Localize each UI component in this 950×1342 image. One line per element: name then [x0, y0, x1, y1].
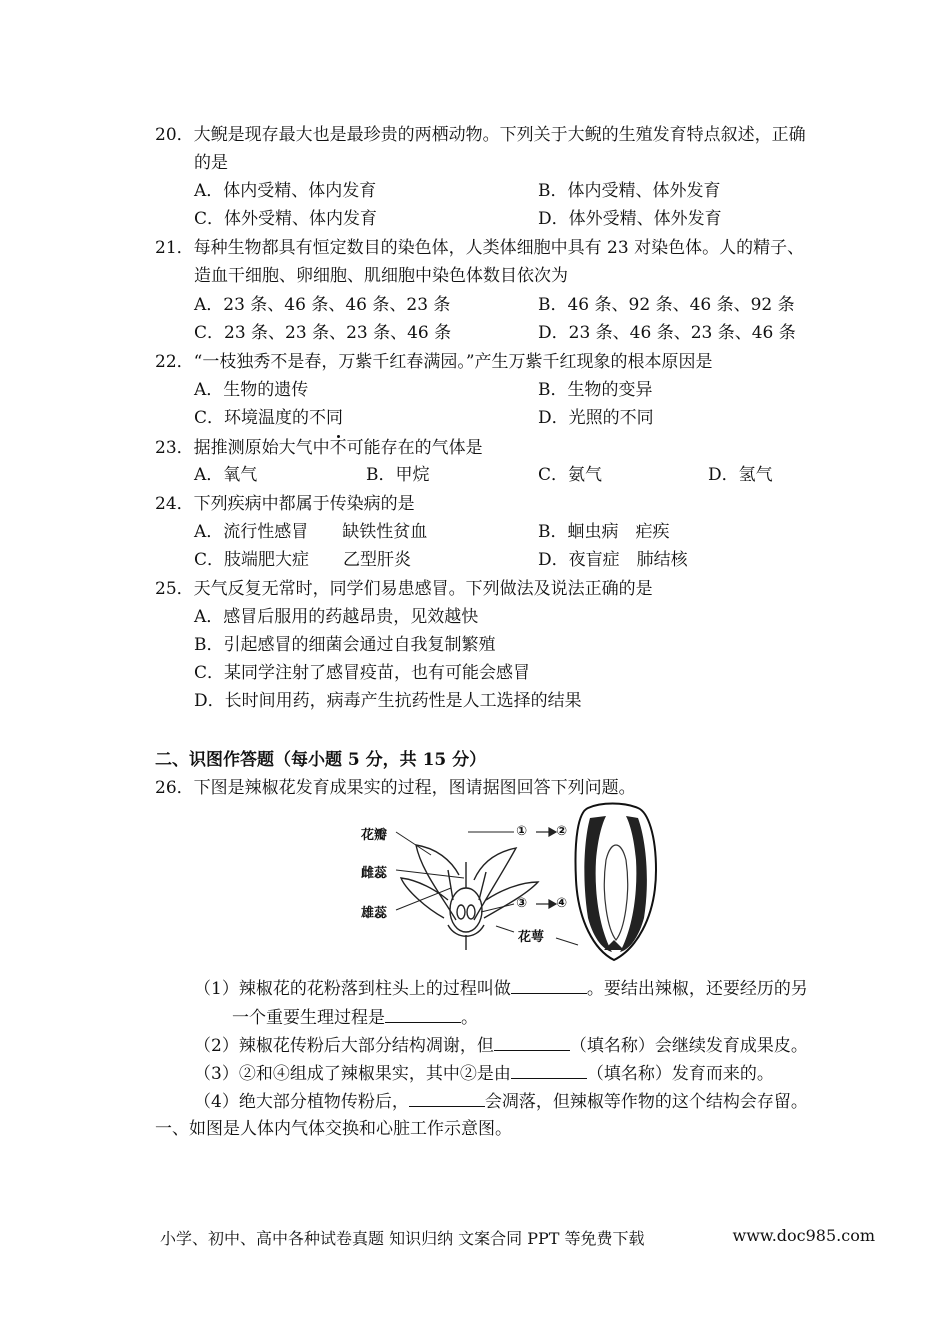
q26-sub1-line2	[232, 1004, 478, 1030]
q26-sub2-a: （2）辣椒花传粉后大部分结构凋谢，但	[194, 1036, 494, 1056]
q26-sub1-b: 。要结出辣椒，还要经历的另	[586, 979, 808, 999]
q25-stem: 25．天气反复无常时，同学们易患感冒。下列做法及说法正确的是	[155, 579, 653, 599]
pepper-flower-fruit-figure	[356, 800, 666, 965]
label-1: ①	[516, 824, 528, 839]
q24-option-b: B．蛔虫病 疟疾	[538, 522, 670, 542]
q23-option-c: C．氨气	[538, 465, 603, 485]
q22-option-d: D．光照的不同	[538, 408, 654, 428]
section2-title: 二、识图作答题（每小题 5 分，共 15 分）	[155, 750, 487, 770]
q24-option-a: A．流行性感冒 缺铁性贫血	[194, 522, 428, 542]
leader-petal	[396, 832, 431, 855]
q25-option-c: C．某同学注射了感冒疫苗，也有可能会感冒	[194, 663, 531, 683]
stamen-left-shape	[448, 870, 453, 900]
q23-option-d: D．氢气	[708, 465, 773, 485]
petal-outer-left-shape	[401, 878, 448, 918]
q24-stem: 24．下列疾病中都属于传染病的是	[155, 494, 415, 514]
petal-left-shape	[416, 845, 459, 920]
label-petal: 花瓣	[361, 828, 388, 843]
q26-blank-3[interactable]	[494, 1032, 570, 1051]
label-calyx: 花萼	[518, 930, 545, 945]
q21-option-a: A．23 条、46 条、46 条、23 条	[194, 295, 451, 315]
q20-option-a: A．体内受精、体内发育	[194, 181, 377, 201]
q22-option-a: A．生物的遗传	[194, 380, 309, 400]
q25-option-b: B．引起感冒的细菌会通过自我复制繁殖	[194, 635, 496, 655]
label-3: ③	[516, 896, 528, 911]
q23-emphasis-word: 不	[329, 438, 347, 458]
q26-sub1-c: 一个重要生理过程是	[232, 1008, 385, 1028]
ovary-shape	[450, 888, 482, 932]
leader-pistil	[396, 870, 464, 878]
petal-outer-right-shape	[484, 882, 538, 918]
label-pistil: 雌蕊	[361, 866, 388, 881]
q26-sub4	[194, 1088, 808, 1114]
q26-sub1-line1	[194, 975, 808, 1001]
q26-sub2-b: （填名称）会继续发育成果皮。	[569, 1036, 808, 1056]
q26-sub1-a: （1）辣椒花的花粉落到柱头上的过程叫做	[194, 979, 511, 999]
q25-option-a: A．感冒后服用的药越昂贵，见效越快	[194, 607, 479, 627]
q20-option-d: D．体外受精、体外发育	[538, 209, 722, 229]
q26-blank-5[interactable]	[409, 1088, 485, 1107]
q26-sub1-d: 。	[461, 1008, 478, 1028]
leader-calyx	[496, 926, 514, 932]
q23-stem	[155, 436, 483, 460]
q23-stem-post: 可能存在的气体是	[346, 438, 483, 458]
flower-fruit-diagram	[356, 800, 666, 965]
q22-option-b: B．生物的变异	[538, 380, 653, 400]
q26-sub3-a: （3）②和④组成了辣椒果实，其中②是由	[194, 1064, 511, 1084]
q21-stem-line2: 造血干细胞、卵细胞、肌细胞中染色体数目依次为	[194, 266, 568, 286]
petal-right-shape	[474, 848, 516, 920]
q22-option-c: C．环境温度的不同	[194, 408, 344, 428]
q26-blank-2[interactable]	[385, 1004, 461, 1023]
q24-option-d: D．夜盲症 肺结核	[538, 550, 688, 570]
q25-option-d: D．长时间用药，病毒产生抗药性是人工选择的结果	[194, 691, 582, 711]
q22-stem: 22．“一枝独秀不是春，万紫千红春满园。”产生万紫千红现象的根本原因是	[155, 352, 713, 372]
pepper-fruit-shape	[576, 804, 657, 961]
q23-option-b: B．甲烷	[366, 465, 430, 485]
q23-option-a: A．氧气	[194, 465, 258, 485]
calyx-shape	[448, 925, 484, 936]
q21-option-b: B．46 条、92 条、46 条、92 条	[538, 295, 795, 315]
next-question-intro: 一、如图是人体内气体交换和心脏工作示意图。	[155, 1119, 512, 1139]
q26-sub3-b: （填名称）发育而来的。	[586, 1064, 774, 1084]
ovule-left	[457, 905, 465, 919]
q20-option-c: C．体外受精、体内发育	[194, 209, 378, 229]
q26-blank-4[interactable]	[511, 1060, 587, 1079]
footer-website[interactable]: www.doc985.com	[732, 1226, 875, 1245]
q21-option-d: D．23 条、46 条、23 条、46 条	[538, 323, 796, 343]
q23-stem-pre: 23．据推测原始大气中	[155, 438, 330, 458]
footer-left-text: 小学、初中、高中各种试卷真题 知识归纳 文案合同 PPT 等免费下载	[160, 1229, 645, 1248]
label-stamen: 雄蕊	[361, 906, 388, 921]
label-4: ④	[556, 896, 568, 911]
q24-option-c: C．肢端肥大症 乙型肝炎	[194, 550, 412, 570]
q26-sub4-b: 会凋落，但辣椒等作物的这个结构会存留。	[484, 1092, 808, 1112]
q20-stem-line1: 20．大鲵是现存最大也是最珍贵的两栖动物。下列关于大鲵的生殖发育特点叙述，正确	[155, 125, 806, 145]
q21-option-c: C．23 条、23 条、23 条、46 条	[194, 323, 452, 343]
q26-sub3	[194, 1060, 774, 1086]
label-2: ②	[556, 824, 568, 839]
q26-sub2	[194, 1032, 808, 1058]
q20-stem-line2: 的是	[194, 153, 228, 173]
q26-sub4-a: （4）绝大部分植物传粉后，	[194, 1092, 409, 1112]
q26-blank-1[interactable]	[511, 975, 587, 994]
q20-option-b: B．体内受精、体外发育	[538, 181, 721, 201]
leader-calyx-fruit	[556, 938, 578, 945]
stamen-right-shape	[479, 872, 486, 900]
ovule-right	[467, 905, 475, 919]
q26-stem: 26．下图是辣椒花发育成果实的过程，图请据图回答下列问题。	[155, 778, 636, 798]
q21-stem-line1: 21．每种生物都具有恒定数目的染色体，人类体细胞中具有 23 对染色体。人的精子、	[155, 238, 805, 258]
page-footer	[160, 1226, 875, 1249]
